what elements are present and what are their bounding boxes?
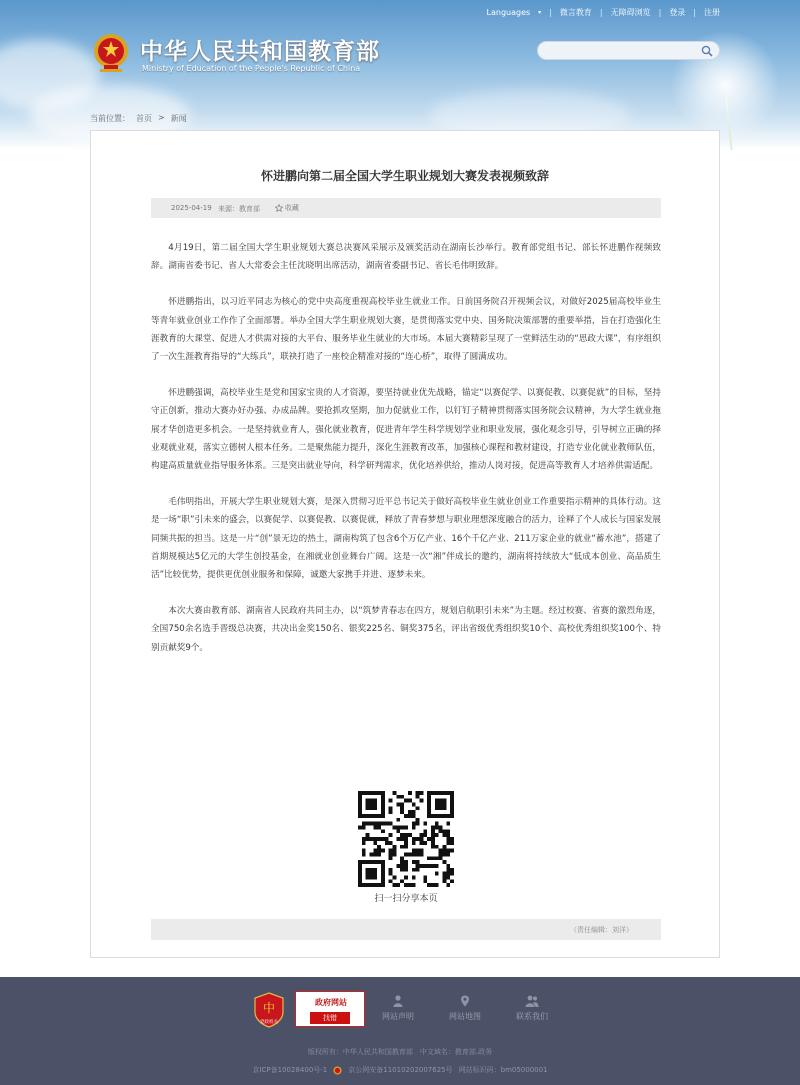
gov-website-error-report[interactable]: [295, 991, 365, 1027]
responsible-editor: （责任编辑：刘洋）: [570, 926, 633, 934]
breadcrumb: [90, 113, 187, 124]
national-emblem-icon: [92, 32, 130, 74]
favorite-button[interactable]: [275, 203, 299, 213]
register-link[interactable]: 注册: [704, 8, 720, 17]
article-paragraph: 怀进鹏指出，以习近平同志为核心的党中央高度重视高校毕业生就业工作。日前国务院召开视频会议，对做好2025届高校毕业生等青年就业创业工作作了全面部署。举办全国大学生职业规划大赛，是贯彻落实党中央、国务院决策部署的重要举措，旨在打造强化生涯教育的大课堂、促进人才供需对接的大平台、服务毕业生就业的大市场。本届大赛精彩呈现了一堂鲜活生动的“思政大课”，有序组织了一次生涯教育指导的“大练兵”，联袂打造了一座校企精准对接的“连心桥”，取得了圆满成功。: [151, 297, 661, 363]
footer-link-statement[interactable]: [368, 995, 428, 1022]
share-qr-code: [358, 791, 454, 887]
site-code: 网站标识码：bm05000001: [458, 1066, 548, 1074]
editor-bar: [151, 919, 661, 940]
search-input[interactable]: [548, 44, 698, 58]
site-subtitle: Ministry of Education of the People's Republic of China: [142, 64, 361, 73]
breadcrumb-prefix: 当前位置：: [90, 114, 130, 123]
police-badge-icon: [333, 1066, 342, 1075]
police-record-link[interactable]: 京公网安备11010202007625号: [348, 1066, 453, 1074]
site-footer: [0, 977, 800, 1085]
site-title[interactable]: 中华人民共和国教育部: [140, 38, 380, 65]
report-error-button[interactable]: 找错: [310, 1012, 350, 1024]
article-container: [90, 130, 720, 958]
login-link[interactable]: 登录: [669, 8, 686, 17]
footer-link-sitemap[interactable]: [435, 995, 495, 1022]
footer-link-contact[interactable]: [502, 995, 562, 1022]
breadcrumb-home[interactable]: 首页: [136, 114, 152, 123]
badge-label: 党政机关: [260, 1020, 278, 1025]
qr-caption: 扫一扫分享本页: [374, 894, 438, 904]
weibo-link[interactable]: 微言教育: [559, 8, 592, 17]
article-paragraph: 本次大赛由教育部、湖南省人民政府共同主办，以“筑梦青春志在四方，规划启航职引未来”为主题。经过校赛、省赛的激烈角逐，全国750余名选手晋级总决赛，共决出金奖150名、银奖225名、铜奖375名，评出省级优秀组织奖10个、高校优秀组织奖100个、特别贡献奖9个。: [151, 606, 661, 653]
footer-link-label: 网站地图: [449, 1012, 481, 1021]
article-source: 来源：教育部: [218, 205, 260, 213]
svg-text:中: 中: [262, 1001, 276, 1015]
search-box: [537, 41, 720, 60]
map-pin-icon: [460, 995, 470, 1007]
article-meta-bar: [151, 198, 661, 218]
top-navigation: Languages ▾ | 微言教育 | 无障碍浏览 | 登录 | 注册: [486, 8, 720, 17]
chevron-down-icon: ▾: [538, 9, 542, 16]
footer-registration: [0, 1065, 800, 1075]
article-body: [151, 239, 661, 675]
accessibility-link[interactable]: 无障碍浏览: [610, 8, 651, 17]
article-paragraph: 4月19日，第二届全国大学生职业规划大赛总决赛风采展示及颁奖活动在湖南长沙举行。教育部党组书记、部长怀进鹏作视频致辞。湖南省委书记、省人大常委会主任沈晓明出席活动，湖南省委副书记、省长毛伟明致辞。: [151, 243, 661, 272]
site-header: [0, 0, 800, 150]
star-icon: [275, 204, 283, 212]
footer-copyright: 版权所有：中华人民共和国教育部 中文域名：教育部.政务: [307, 1048, 493, 1056]
article-title: 怀进鹏向第二届全国大学生职业规划大赛发表视频致辞: [260, 169, 549, 183]
languages-menu[interactable]: Languages: [486, 8, 531, 17]
article-date: 2025-04-19: [171, 204, 212, 212]
article-paragraph: 毛伟明指出，开展大学生职业规划大赛，是深入贯彻习近平总书记关于做好高校毕业生就业创业工作重要指示精神的具体行动。这是一场“职”引未来的盛会，以赛促学、以赛促教、以赛促就，释放了青春梦想与职业理想深度融合的活力，诠释了个人成长与国家发展同频共振的担当。这是一片“创”景无边的热土，湖南构筑了包含6个万亿产业、16个千亿产业、211万家企业的就业“蓄水池”，搭建了首期规模达5亿元的大学生创投基金，在湘就业创业舞台广阔。这是一次“湘”伴成长的邀约，湖南将持续放大“低成本创业、高品质生活”比较优势，提供更优创业服务和保障，诚邀大家携手并进、逐梦未来。: [151, 497, 661, 581]
breadcrumb-current[interactable]: 新闻: [170, 114, 187, 123]
footer-link-label: 联系我们: [516, 1012, 548, 1021]
person-icon: [393, 995, 403, 1007]
breadcrumb-separator: >: [158, 113, 165, 122]
gov-website-label: 政府网站: [315, 998, 347, 1007]
contact-people-icon: [525, 995, 539, 1007]
favorite-label: 收藏: [285, 204, 299, 212]
icp-record-link[interactable]: 京ICP备10028400号-1: [252, 1066, 328, 1074]
party-government-badge-icon[interactable]: [253, 992, 285, 1028]
footer-link-label: 网站声明: [382, 1012, 414, 1021]
search-icon[interactable]: [701, 45, 713, 57]
article-paragraph: 怀进鹏强调，高校毕业生是党和国家宝贵的人才资源，要坚持就业优先战略，锚定“以赛促学、以赛促教、以赛促就”的目标，坚持守正创新，推动大赛办好办强、办成品牌。要抢抓攻坚期，加力促就业工作，以钉钉子精神贯彻落实国务院会议精神，为大学生就业拖展才华创造更多机会。一是坚持就业育人，强化就业教育，促进青年学生科学规划学业和职业发展，强化观念引导，引导树立正确的择业观就业观，落实立德树人根本任务。二是聚焦能力提升，深化生涯教育改革，加强核心课程和教材建设，打造专业化就业教师队伍，构建高质量就业指导服务体系。三是突出就业导向，科学研判需求，优化培养供给，推动人岗对接，促进高等教育人才培养供需适配。: [151, 388, 661, 472]
